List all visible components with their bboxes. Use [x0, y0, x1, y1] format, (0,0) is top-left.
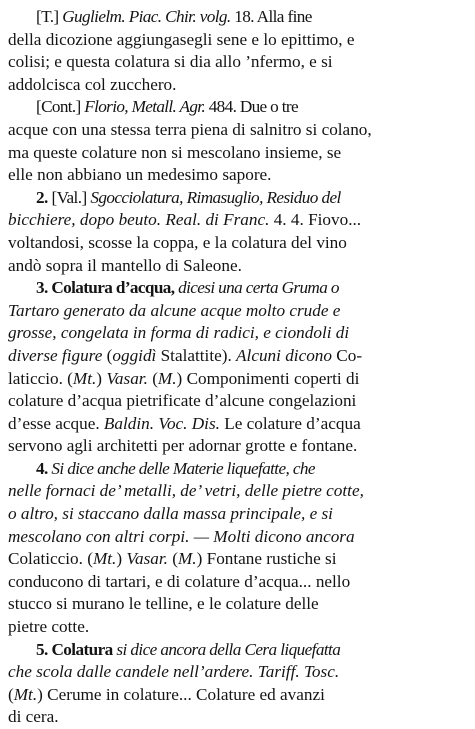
text-line	[8, 571, 466, 594]
text-segment: ) Fontane rustiche si	[196, 549, 337, 569]
text-segment: Co-	[332, 345, 363, 365]
text-segment: M.	[177, 549, 197, 569]
text-segment: Mt.	[72, 368, 97, 388]
text-segment: (	[167, 549, 178, 569]
text-segment: 4.	[36, 458, 52, 478]
text-line	[8, 187, 475, 210]
text-segment: Tartaro generato da alcune acque molto crude e	[8, 300, 341, 320]
text-segment: Si dice anche delle Materie liquefatte, che	[51, 458, 315, 478]
text-segment: che scola dalle candele nell’ardere. Tariff. Tosc.	[8, 662, 340, 682]
text-segment: (	[147, 368, 158, 388]
text-segment: pietre cotte.	[8, 617, 90, 637]
text-line	[8, 435, 466, 458]
text-segment: nelle fornaci de’ metalli, de’ vetri, delle pietre cotte,	[8, 481, 364, 501]
text-line	[8, 345, 466, 368]
text-segment: Florio, Metall. Agr.	[84, 97, 206, 117]
text-segment: d’esse acque.	[8, 413, 104, 433]
text-line	[8, 209, 466, 232]
text-line	[8, 684, 466, 707]
text-segment: 3. Colatura d’acqua,	[36, 278, 179, 298]
text-line	[8, 593, 466, 616]
text-segment: Vasar.	[106, 368, 148, 388]
text-segment: ma queste colature non si mescolano insieme, se	[8, 142, 342, 162]
text-line	[8, 322, 466, 345]
text-line	[8, 277, 475, 300]
paragraph-p2	[8, 96, 468, 186]
text-line	[8, 413, 466, 436]
text-segment: di cera.	[8, 707, 59, 727]
text-segment: (	[8, 684, 14, 704]
text-segment: 2.	[36, 187, 52, 207]
text-segment: stucco si murano le telline, e le colature delle	[8, 594, 319, 614]
text-segment: dicesi una certa Gruma o	[178, 278, 339, 298]
text-segment: [Val.]	[51, 187, 91, 207]
text-segment: o altro, si staccano dalla massa principale, e si	[8, 504, 333, 524]
text-segment: addolcisca col zucchero.	[8, 74, 177, 94]
text-segment: colisi; e questa colatura si dia allo ’nfermo, e si	[8, 52, 333, 72]
text-line	[8, 142, 466, 165]
text-segment: conducono di tartari, e di colature d’acqua... nello	[8, 571, 351, 591]
text-line	[8, 255, 466, 278]
text-line	[8, 480, 466, 503]
text-segment: voltandosi, scosse la coppa, e la colatura del vino	[8, 232, 347, 252]
text-segment: 5. Colatura	[36, 639, 117, 659]
text-segment: bicchiere, dopo beuto. Real. di Franc.	[8, 210, 270, 230]
text-line	[8, 51, 466, 74]
text-segment: )	[96, 368, 107, 388]
text-line	[8, 639, 475, 662]
text-line	[8, 29, 466, 52]
text-line	[8, 526, 466, 549]
text-segment: diverse figure	[8, 345, 103, 365]
text-segment: colature d’acqua pietrificate d’alcune congelazioni	[8, 391, 357, 411]
text-line	[8, 706, 466, 729]
text-segment: servono agli architetti per adornar grotte e fontane.	[8, 436, 358, 456]
paragraph-p1	[8, 6, 468, 96]
paragraph-p5	[8, 458, 468, 639]
text-line	[8, 74, 466, 97]
text-segment: andò sopra il mantello di Saleone.	[8, 255, 242, 275]
text-line	[8, 96, 475, 119]
text-segment: si dice ancora della Cera liquefatta	[116, 639, 341, 659]
text-segment: (	[102, 345, 113, 365]
text-segment: [Cont.]	[36, 97, 85, 117]
text-segment: Colaticcio. (	[8, 549, 93, 569]
dictionary-page	[8, 6, 468, 729]
text-segment: M.	[157, 368, 177, 388]
text-line	[8, 164, 466, 187]
paragraph-p6	[8, 639, 468, 729]
paragraph-p3	[8, 187, 468, 277]
text-segment: 18. Alla fine	[230, 7, 312, 26]
text-segment: elle non abbiano un medesimo sapore.	[8, 165, 272, 185]
text-segment: laticcio. (	[8, 368, 73, 388]
text-line	[8, 616, 466, 639]
text-segment: Le colature d’acqua	[219, 413, 361, 433]
text-segment: 4. 4. Fiovo...	[269, 210, 362, 230]
text-segment: Baldin. Voc. Dis.	[103, 413, 220, 433]
text-line	[8, 119, 466, 142]
text-segment: Alcuni dicono	[236, 345, 332, 365]
text-segment: Mt.	[13, 684, 38, 704]
text-segment: ) Cerume in colature... Colature ed avanzi	[37, 684, 325, 704]
text-line	[8, 503, 466, 526]
text-segment: 484. Due o tre	[205, 97, 298, 117]
text-line	[8, 6, 475, 29]
text-line	[8, 661, 466, 684]
text-segment: Sgocciolatura, Rimasuglio, Residuo del	[90, 187, 341, 207]
text-segment: ) Componimenti coperti di	[176, 368, 360, 388]
text-segment: [T.]	[36, 7, 63, 26]
text-line	[8, 368, 466, 391]
text-segment: Vasar.	[126, 549, 168, 569]
text-segment: della dicozione aggiungasegli sene e lo epittimo, e	[8, 29, 355, 49]
text-line	[8, 548, 466, 571]
text-segment: Stalattite).	[156, 345, 237, 365]
text-segment: mescolano con altri corpi. — Molti dicono ancora	[8, 526, 355, 546]
text-segment: Guglielm. Piac. Chir. volg.	[62, 7, 231, 26]
text-segment: Mt.	[92, 549, 117, 569]
text-line	[8, 390, 466, 413]
text-segment: oggidì	[112, 345, 157, 365]
paragraph-p4	[8, 277, 468, 458]
text-segment: grosse, congelata in forma di radici, e ciondoli di	[8, 323, 350, 343]
text-line	[8, 232, 466, 255]
text-line	[8, 300, 466, 323]
text-segment: )	[116, 549, 127, 569]
text-line	[8, 458, 475, 481]
text-segment: acque con una stessa terra piena di salnitro si colano,	[8, 119, 372, 139]
